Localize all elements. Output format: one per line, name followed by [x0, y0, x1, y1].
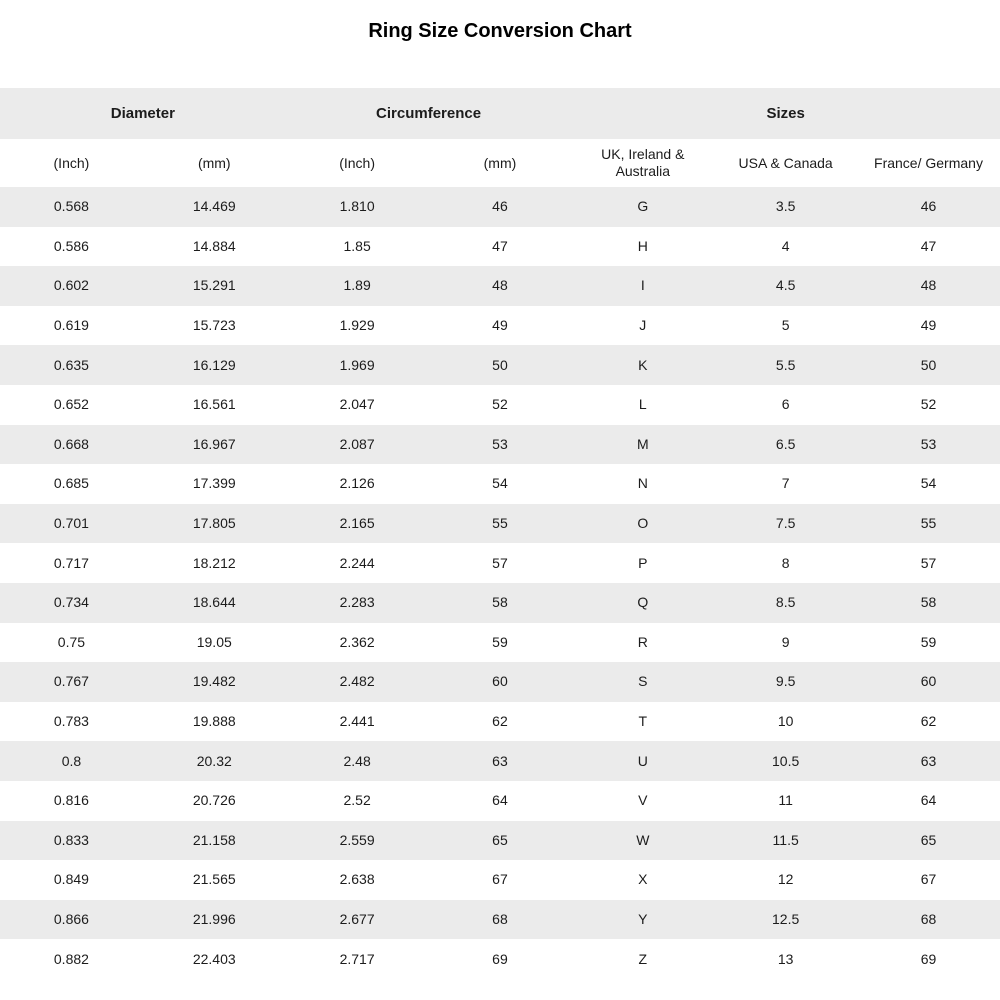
column-header-uk-ireland-australia: UK, Ireland & Australia	[601, 146, 685, 179]
table-cell: 57	[492, 554, 508, 571]
table-cell: 62	[920, 713, 937, 730]
table-row	[0, 543, 1000, 583]
table-cell: 0.602	[53, 277, 89, 294]
table-cell: 11	[778, 792, 793, 809]
table-cell: 63	[920, 752, 937, 769]
table-cell: 55	[492, 515, 508, 532]
table-cell: 5.5	[775, 356, 796, 373]
table-cell: 1.969	[339, 356, 375, 373]
table-cell: 53	[492, 435, 508, 452]
column-header-diameter-inch: (Inch)	[53, 154, 90, 171]
column-header-diameter-mm: (mm)	[197, 154, 231, 171]
table-cell: 2.52	[343, 792, 371, 809]
table-cell: 6	[781, 396, 790, 413]
group-header-sizes: Sizes	[766, 105, 805, 122]
table-cell: 0.586	[53, 237, 89, 254]
column-header-circumference-mm: (mm)	[483, 154, 517, 171]
table-cell: 21.996	[192, 910, 236, 927]
table-cell: 46	[492, 198, 508, 215]
table-cell: 16.561	[192, 396, 236, 413]
table-cell: 10	[777, 713, 794, 730]
table-cell: 16.129	[192, 356, 236, 373]
table-cell: 0.882	[53, 950, 89, 967]
table-row	[0, 702, 1000, 742]
table-cell: 8.5	[775, 594, 796, 611]
table-cell: 67	[492, 871, 508, 888]
table-cell: 2.677	[339, 910, 375, 927]
table-cell: 19.888	[192, 713, 236, 730]
table-cell: J	[639, 317, 647, 334]
table-cell: 1.929	[339, 317, 375, 334]
table-cell: 0.734	[53, 594, 89, 611]
table-cell: 64	[492, 792, 508, 809]
table-cell: 7.5	[775, 515, 796, 532]
table-cell: 2.362	[339, 633, 375, 650]
table-row	[0, 266, 1000, 306]
table-cell: 5	[781, 317, 790, 334]
table-cell: 0.833	[53, 831, 89, 848]
table-cell: 50	[920, 356, 937, 373]
table-cell: 21.158	[192, 831, 236, 848]
table-row	[0, 504, 1000, 544]
table-cell: 2.559	[339, 831, 375, 848]
table-cell: 11.5	[772, 831, 799, 848]
table-cell: 52	[492, 396, 508, 413]
table-cell: 54	[492, 475, 508, 492]
table-cell: 2.087	[339, 435, 375, 452]
table-cell: 0.816	[53, 792, 89, 809]
table-cell: 2.482	[339, 673, 375, 690]
table-cell: 18.212	[192, 554, 236, 571]
table-cell: 10.5	[772, 752, 800, 769]
table-row	[0, 623, 1000, 663]
table-cell: 64	[920, 792, 937, 809]
table-cell: V	[638, 792, 648, 809]
table-cell: 20.32	[196, 752, 232, 769]
table-cell: 21.565	[192, 871, 236, 888]
table-cell: 13	[777, 950, 794, 967]
table-cell: 7	[781, 475, 790, 492]
table-cell: 65	[920, 831, 937, 848]
table-row	[0, 425, 1000, 465]
table-cell: G	[637, 198, 649, 215]
table-cell: 0.75	[57, 633, 86, 650]
table-cell: 0.701	[53, 515, 89, 532]
table-cell: R	[637, 633, 648, 650]
table-cell: 12.5	[772, 910, 800, 927]
table-cell: 67	[920, 871, 937, 888]
table-cell: 19.482	[192, 673, 236, 690]
table-cell: 2.441	[339, 713, 375, 730]
table-cell: 69	[492, 950, 508, 967]
table-cell: 55	[920, 515, 937, 532]
table-cell: 4.5	[775, 277, 796, 294]
table-cell: 58	[492, 594, 508, 611]
table-cell: Q	[637, 594, 649, 611]
table-cell: 1.89	[343, 277, 371, 294]
table-row	[0, 781, 1000, 821]
table-cell: 69	[920, 950, 937, 967]
table-cell: 54	[920, 475, 937, 492]
table-cell: 60	[492, 673, 508, 690]
table-group-header-row	[0, 88, 1000, 139]
table-cell: 0.652	[53, 396, 89, 413]
table-cell: 53	[920, 435, 937, 452]
table-cell: 63	[492, 752, 508, 769]
table-cell: I	[640, 277, 645, 294]
table-cell: 12	[777, 871, 794, 888]
table-cell: 0.866	[53, 910, 89, 927]
table-cell: 2.48	[343, 752, 371, 769]
table-row	[0, 662, 1000, 702]
table-cell: O	[637, 515, 649, 532]
table-cell: W	[636, 831, 650, 848]
table-cell: 0.685	[53, 475, 89, 492]
table-cell: 46	[920, 198, 937, 215]
table-cell: T	[638, 713, 648, 730]
column-header-france-germany: France/ Germany	[874, 154, 983, 171]
table-cell: 68	[920, 910, 937, 927]
table-cell: 49	[492, 317, 508, 334]
table-subheader-row	[0, 139, 1000, 187]
table-cell: N	[637, 475, 648, 492]
table-cell: 2.638	[339, 871, 375, 888]
table-cell: 15.723	[192, 317, 236, 334]
table-cell: Z	[638, 950, 648, 967]
table-cell: 0.767	[53, 673, 89, 690]
table-cell: 9	[781, 633, 790, 650]
table-cell: 4	[781, 237, 790, 254]
table-row	[0, 385, 1000, 425]
table-row	[0, 900, 1000, 940]
table-row	[0, 345, 1000, 385]
table-cell: P	[638, 554, 648, 571]
table-cell: H	[637, 237, 648, 254]
table-cell: 48	[492, 277, 508, 294]
table-cell: 0.668	[53, 435, 89, 452]
table-cell: 59	[920, 633, 937, 650]
table-cell: 48	[920, 277, 937, 294]
table-cell: 0.783	[53, 713, 89, 730]
table-cell: 19.05	[196, 633, 232, 650]
column-header-usa-canada: USA & Canada	[738, 154, 833, 171]
table-cell: 60	[920, 673, 937, 690]
table-row	[0, 464, 1000, 504]
table-cell: 2.244	[339, 554, 375, 571]
table-cell: 59	[492, 633, 508, 650]
table-cell: 0.619	[53, 317, 89, 334]
table-cell: 8	[781, 554, 790, 571]
table-cell: 1.85	[343, 237, 371, 254]
ring-size-conversion-table	[0, 88, 1000, 979]
table-cell: 65	[492, 831, 508, 848]
table-cell: S	[638, 673, 648, 690]
table-cell: 0.635	[53, 356, 89, 373]
table-row	[0, 741, 1000, 781]
table-cell: 68	[492, 910, 508, 927]
table-cell: 15.291	[192, 277, 236, 294]
table-cell: L	[638, 396, 647, 413]
table-cell: 2.165	[339, 515, 375, 532]
group-header-circumference: Circumference	[376, 105, 482, 122]
table-cell: 47	[920, 237, 937, 254]
table-cell: 58	[920, 594, 937, 611]
table-cell: 9.5	[775, 673, 796, 690]
table-cell: K	[638, 356, 648, 373]
table-cell: X	[638, 871, 648, 888]
table-cell: 2.283	[339, 594, 375, 611]
table-row	[0, 306, 1000, 346]
table-cell: 49	[920, 317, 937, 334]
table-cell: 14.884	[192, 237, 236, 254]
table-row	[0, 227, 1000, 267]
table-row	[0, 821, 1000, 861]
table-row	[0, 187, 1000, 227]
table-cell: 6.5	[775, 435, 796, 452]
table-cell: 0.8	[61, 752, 82, 769]
table-cell: 50	[492, 356, 508, 373]
table-cell: 0.849	[53, 871, 89, 888]
table-cell: 22.403	[192, 950, 236, 967]
table-cell: 62	[492, 713, 508, 730]
table-cell: 17.805	[192, 515, 236, 532]
group-header-diameter: Diameter	[110, 105, 175, 122]
table-row	[0, 939, 1000, 979]
table-cell: 52	[920, 396, 937, 413]
table-cell: 16.967	[192, 435, 236, 452]
table-cell: 1.810	[339, 198, 375, 215]
table-cell: 2.047	[339, 396, 375, 413]
table-row	[0, 860, 1000, 900]
table-cell: 47	[492, 237, 508, 254]
table-cell: U	[637, 752, 648, 769]
table-body	[0, 187, 1000, 979]
table-cell: 57	[920, 554, 937, 571]
table-row	[0, 583, 1000, 623]
table-cell: 2.717	[339, 950, 375, 967]
table-cell: 3.5	[775, 198, 796, 215]
table-cell: 0.568	[53, 198, 89, 215]
page-title: Ring Size Conversion Chart	[368, 20, 632, 42]
table-cell: 17.399	[192, 475, 236, 492]
table-cell: 18.644	[192, 594, 236, 611]
table-cell: M	[636, 435, 649, 452]
table-cell: 2.126	[339, 475, 375, 492]
table-cell: 20.726	[192, 792, 236, 809]
table-cell: Y	[638, 910, 648, 927]
column-header-circumference-inch: (Inch)	[339, 154, 375, 171]
table-cell: 0.717	[53, 554, 89, 571]
table-cell: 14.469	[192, 198, 236, 215]
